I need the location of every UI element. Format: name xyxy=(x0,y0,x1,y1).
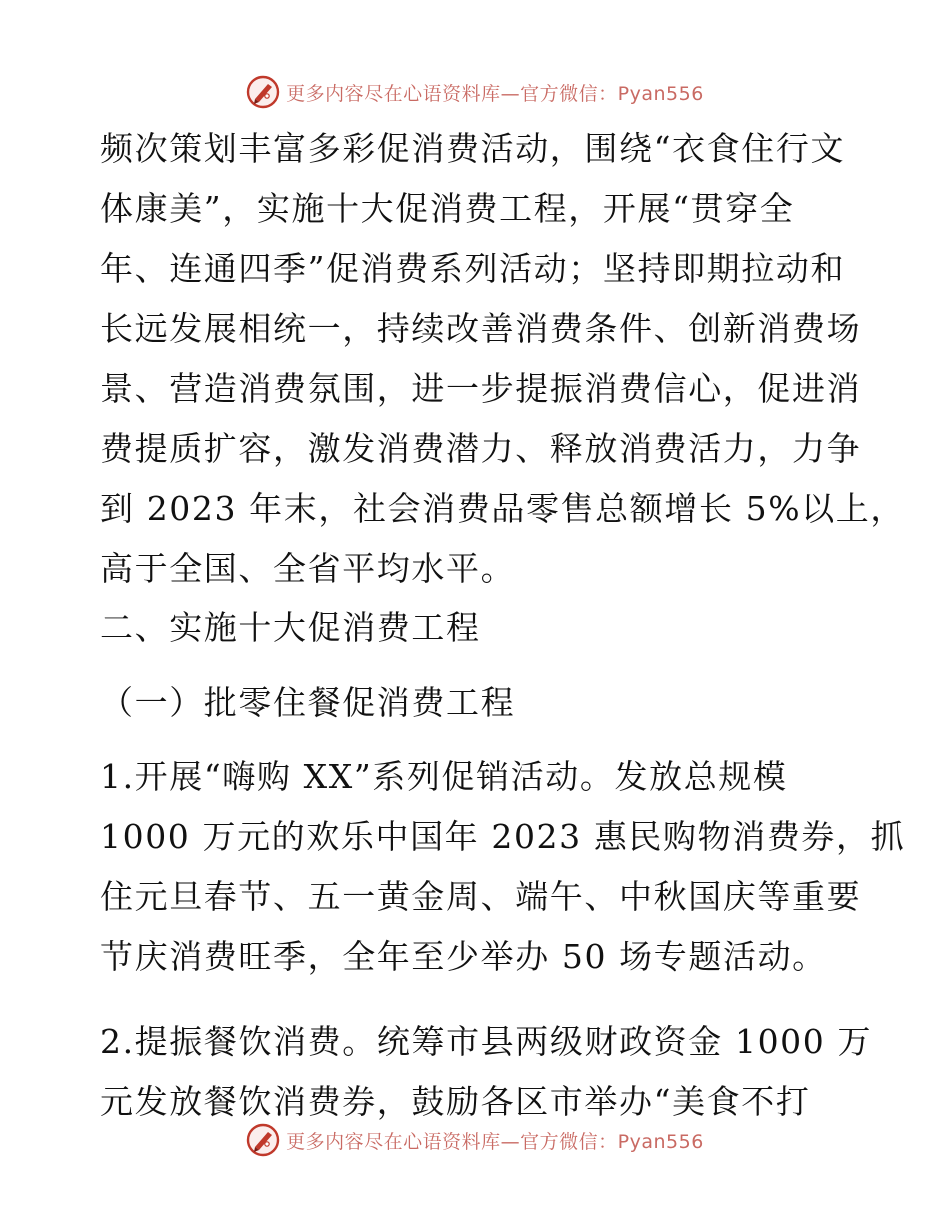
item-1-paragraph xyxy=(100,747,906,987)
text-line: 体康美”，实施十大促消费工程，开展“贯穿全 xyxy=(100,189,795,228)
subsection-heading-text: （一）批零住餐促消费工程 xyxy=(100,683,516,722)
watermark-text: 更多内容尽在心语资料库—官方微信：Pyan556 xyxy=(286,1130,704,1153)
section-heading-text: 二、实施十大促消费工程 xyxy=(100,608,481,647)
watermark-text: 更多内容尽在心语资料库—官方微信：Pyan556 xyxy=(286,82,704,105)
text-line: 费提质扩容，激发消费潜力、释放消费活力，力争 xyxy=(100,429,862,468)
intro-paragraph xyxy=(100,119,906,599)
header-watermark xyxy=(0,72,950,112)
text-line: 长远发展相统一，持续改善消费条件、创新消费场 xyxy=(100,309,862,348)
pen-logo-icon xyxy=(246,75,280,109)
footer-watermark xyxy=(0,1120,950,1160)
text-line: 频次策划丰富多彩促消费活动，围绕“衣食住行文 xyxy=(100,129,846,168)
text-line: 1.开展“嗨购 XX”系列促销活动。发放总规模 xyxy=(100,757,788,796)
text-line: 元发放餐饮消费券，鼓励各区市举办“美食不打 xyxy=(100,1082,811,1121)
item-2-paragraph xyxy=(100,1012,873,1132)
text-line: 高于全国、全省平均水平。 xyxy=(100,549,516,588)
section-heading xyxy=(100,598,852,658)
text-line: 住元旦春节、五一黄金周、端午、中秋国庆等重要 xyxy=(100,877,862,916)
text-line: 景、营造消费氛围，进一步提振消费信心，促进消 xyxy=(100,369,862,408)
subsection-heading xyxy=(100,673,852,733)
text-line: 到 2023 年末，社会消费品零售总额增长 5%以上， xyxy=(100,489,906,528)
text-line: 1000 万元的欢乐中国年 2023 惠民购物消费券，抓 xyxy=(100,817,906,856)
text-line: 节庆消费旺季，全年至少举办 50 场专题活动。 xyxy=(100,937,827,976)
text-line: 年、连通四季”促消费系列活动；坚持即期拉动和 xyxy=(100,249,846,288)
pen-logo-icon xyxy=(246,1123,280,1157)
text-line: 2.提振餐饮消费。统筹市县两级财政资金 1000 万 xyxy=(100,1022,873,1061)
